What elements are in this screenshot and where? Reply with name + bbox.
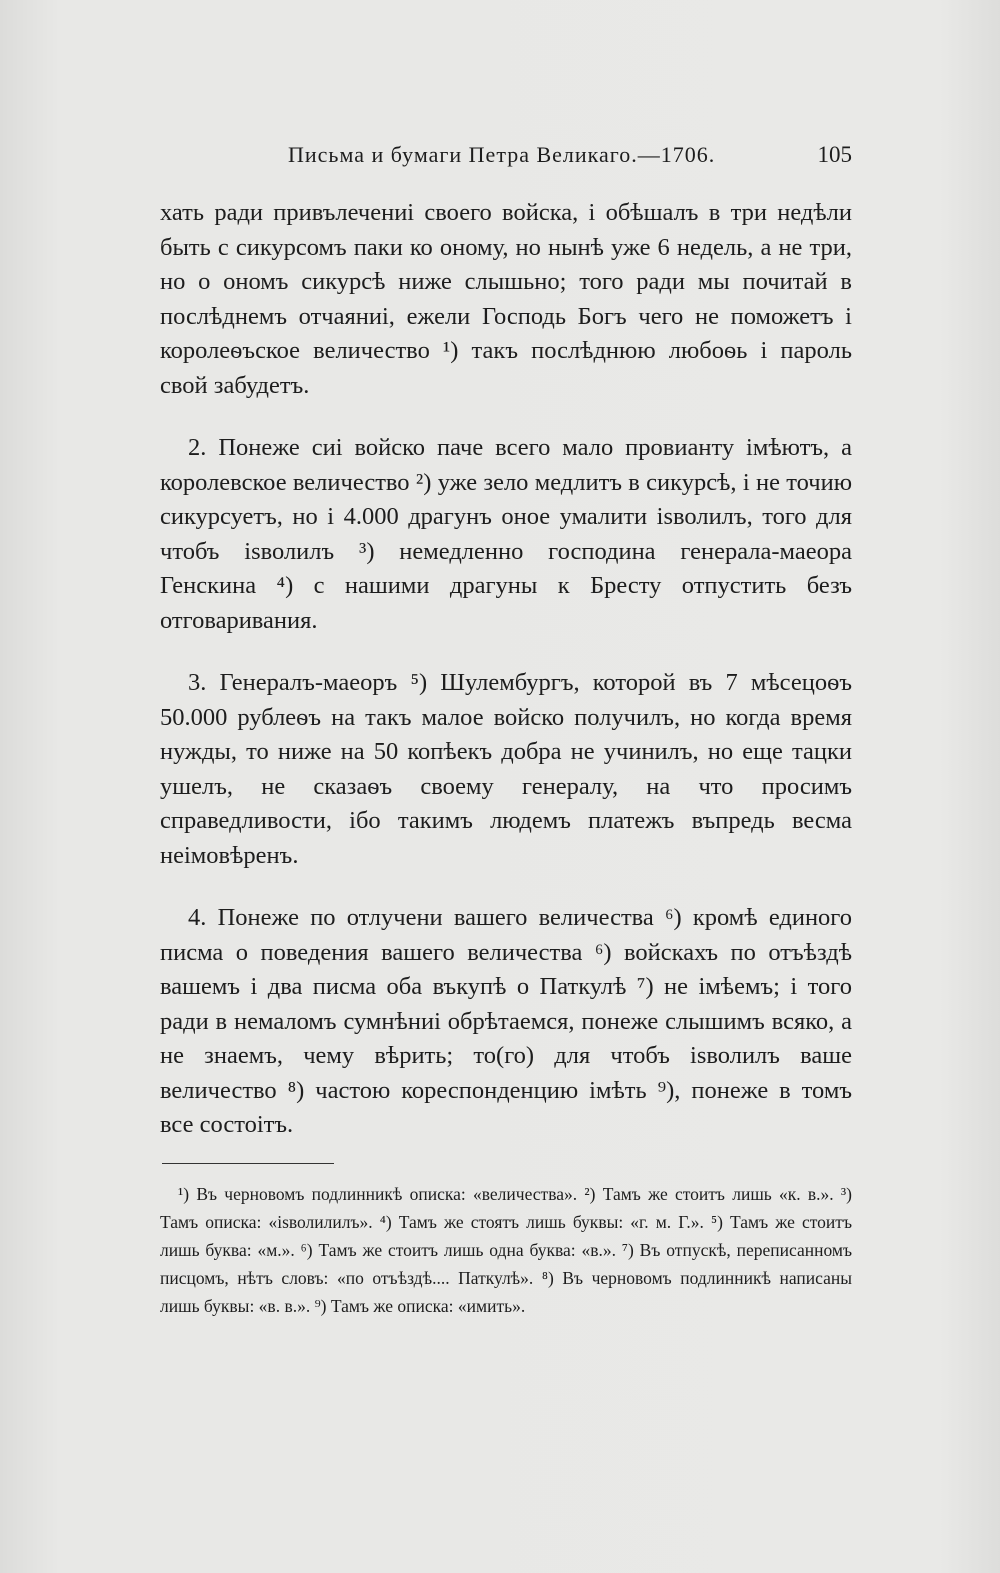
running-title: Письма и бумаги Петра Великаго.—1706.: [288, 142, 716, 167]
paragraph-4: 4. Понеже по отлучени вашего величества ⁶) кромѣ единого писма о поведения вашего величества ⁶) войскахъ по отъѣздѣ вашемъ і два писма оба въкупѣ о Паткулѣ ⁷) не імѣемъ; і того ради в немаломъ сумнѣниі обрѣтаемся, понеже слышимъ всяко, а не знаемъ, чему вѣрить; то(го) для чтобъ іѕволилъ ваше величество ⁸) частою кореспонденцию імѣть ⁹), понеже в томъ все состоітъ.: [160, 904, 852, 1138]
paragraph-continuation: хать ради привълечениі своего войска, і обѣшалъ в три недѣли быть с сикурсомъ паки ко оному, но нынѣ уже 6 недель, а не три, но о ономъ сикурсѣ ниже слышьно; того ради мы почитай в послѣднемъ отчаяниі, ежели Господь Богъ чего не поможетъ і королеѳъское величество ¹) такъ послѣднюю любоѳь і пароль свой забудетъ.: [160, 199, 852, 399]
page-header: [160, 142, 852, 182]
footnotes: [160, 1180, 852, 1320]
footnotes-text: ¹) Въ черновомъ подлинникѣ описка: «величества». ²) Тамъ же стоитъ лишь «к. в.». ³) Тамъ описка: «іѕволилилъ». ⁴) Тамъ же стоятъ лишь буквы: «г. м. Г.». ⁵) Тамъ же стоитъ лишь буква: «м.». ⁶) Тамъ же стоитъ лишь одна буква: «в.». ⁷) Въ отпускѣ, переписанномъ писцомъ, нѣтъ словъ: «по отъѣздѣ.... Паткулѣ». ⁸) Въ черновомъ подлинникѣ написаны лишь буквы: «в. в.». ⁹) Тамъ же описка: «имить».: [160, 1184, 852, 1316]
paragraph-2: 2. Понеже сиі войско паче всего мало провианту імѣютъ, а королевское величество ²) уже зело медлитъ в сикурсѣ, і не точию сикурсуетъ, но і 4.000 драгунъ оное умалити іѕволилъ, того для чтобъ іѕволилъ ³) немедленно господина генерала-маеора Генскина ⁴) с нашими драгуны к Бресту отпустить безъ отговаривания.: [160, 434, 852, 634]
paragraph-3: 3. Генералъ-маеоръ ⁵) Шулембургъ, которой въ 7 мѣсецоѳъ 50.000 рублеѳъ на такъ малое войско получилъ, но когда время нужды, то ниже на 50 копѣекъ добра не учинилъ, но еще тацки ушелъ, не сказаѳъ своему генералу, на что просимъ справедливости, ібо такимъ людемъ платежъ въпредь весма неімовѣренъ.: [160, 669, 852, 869]
body-text: [160, 196, 852, 1143]
page-number: 105: [817, 142, 852, 167]
footnote-divider: [162, 1163, 334, 1164]
